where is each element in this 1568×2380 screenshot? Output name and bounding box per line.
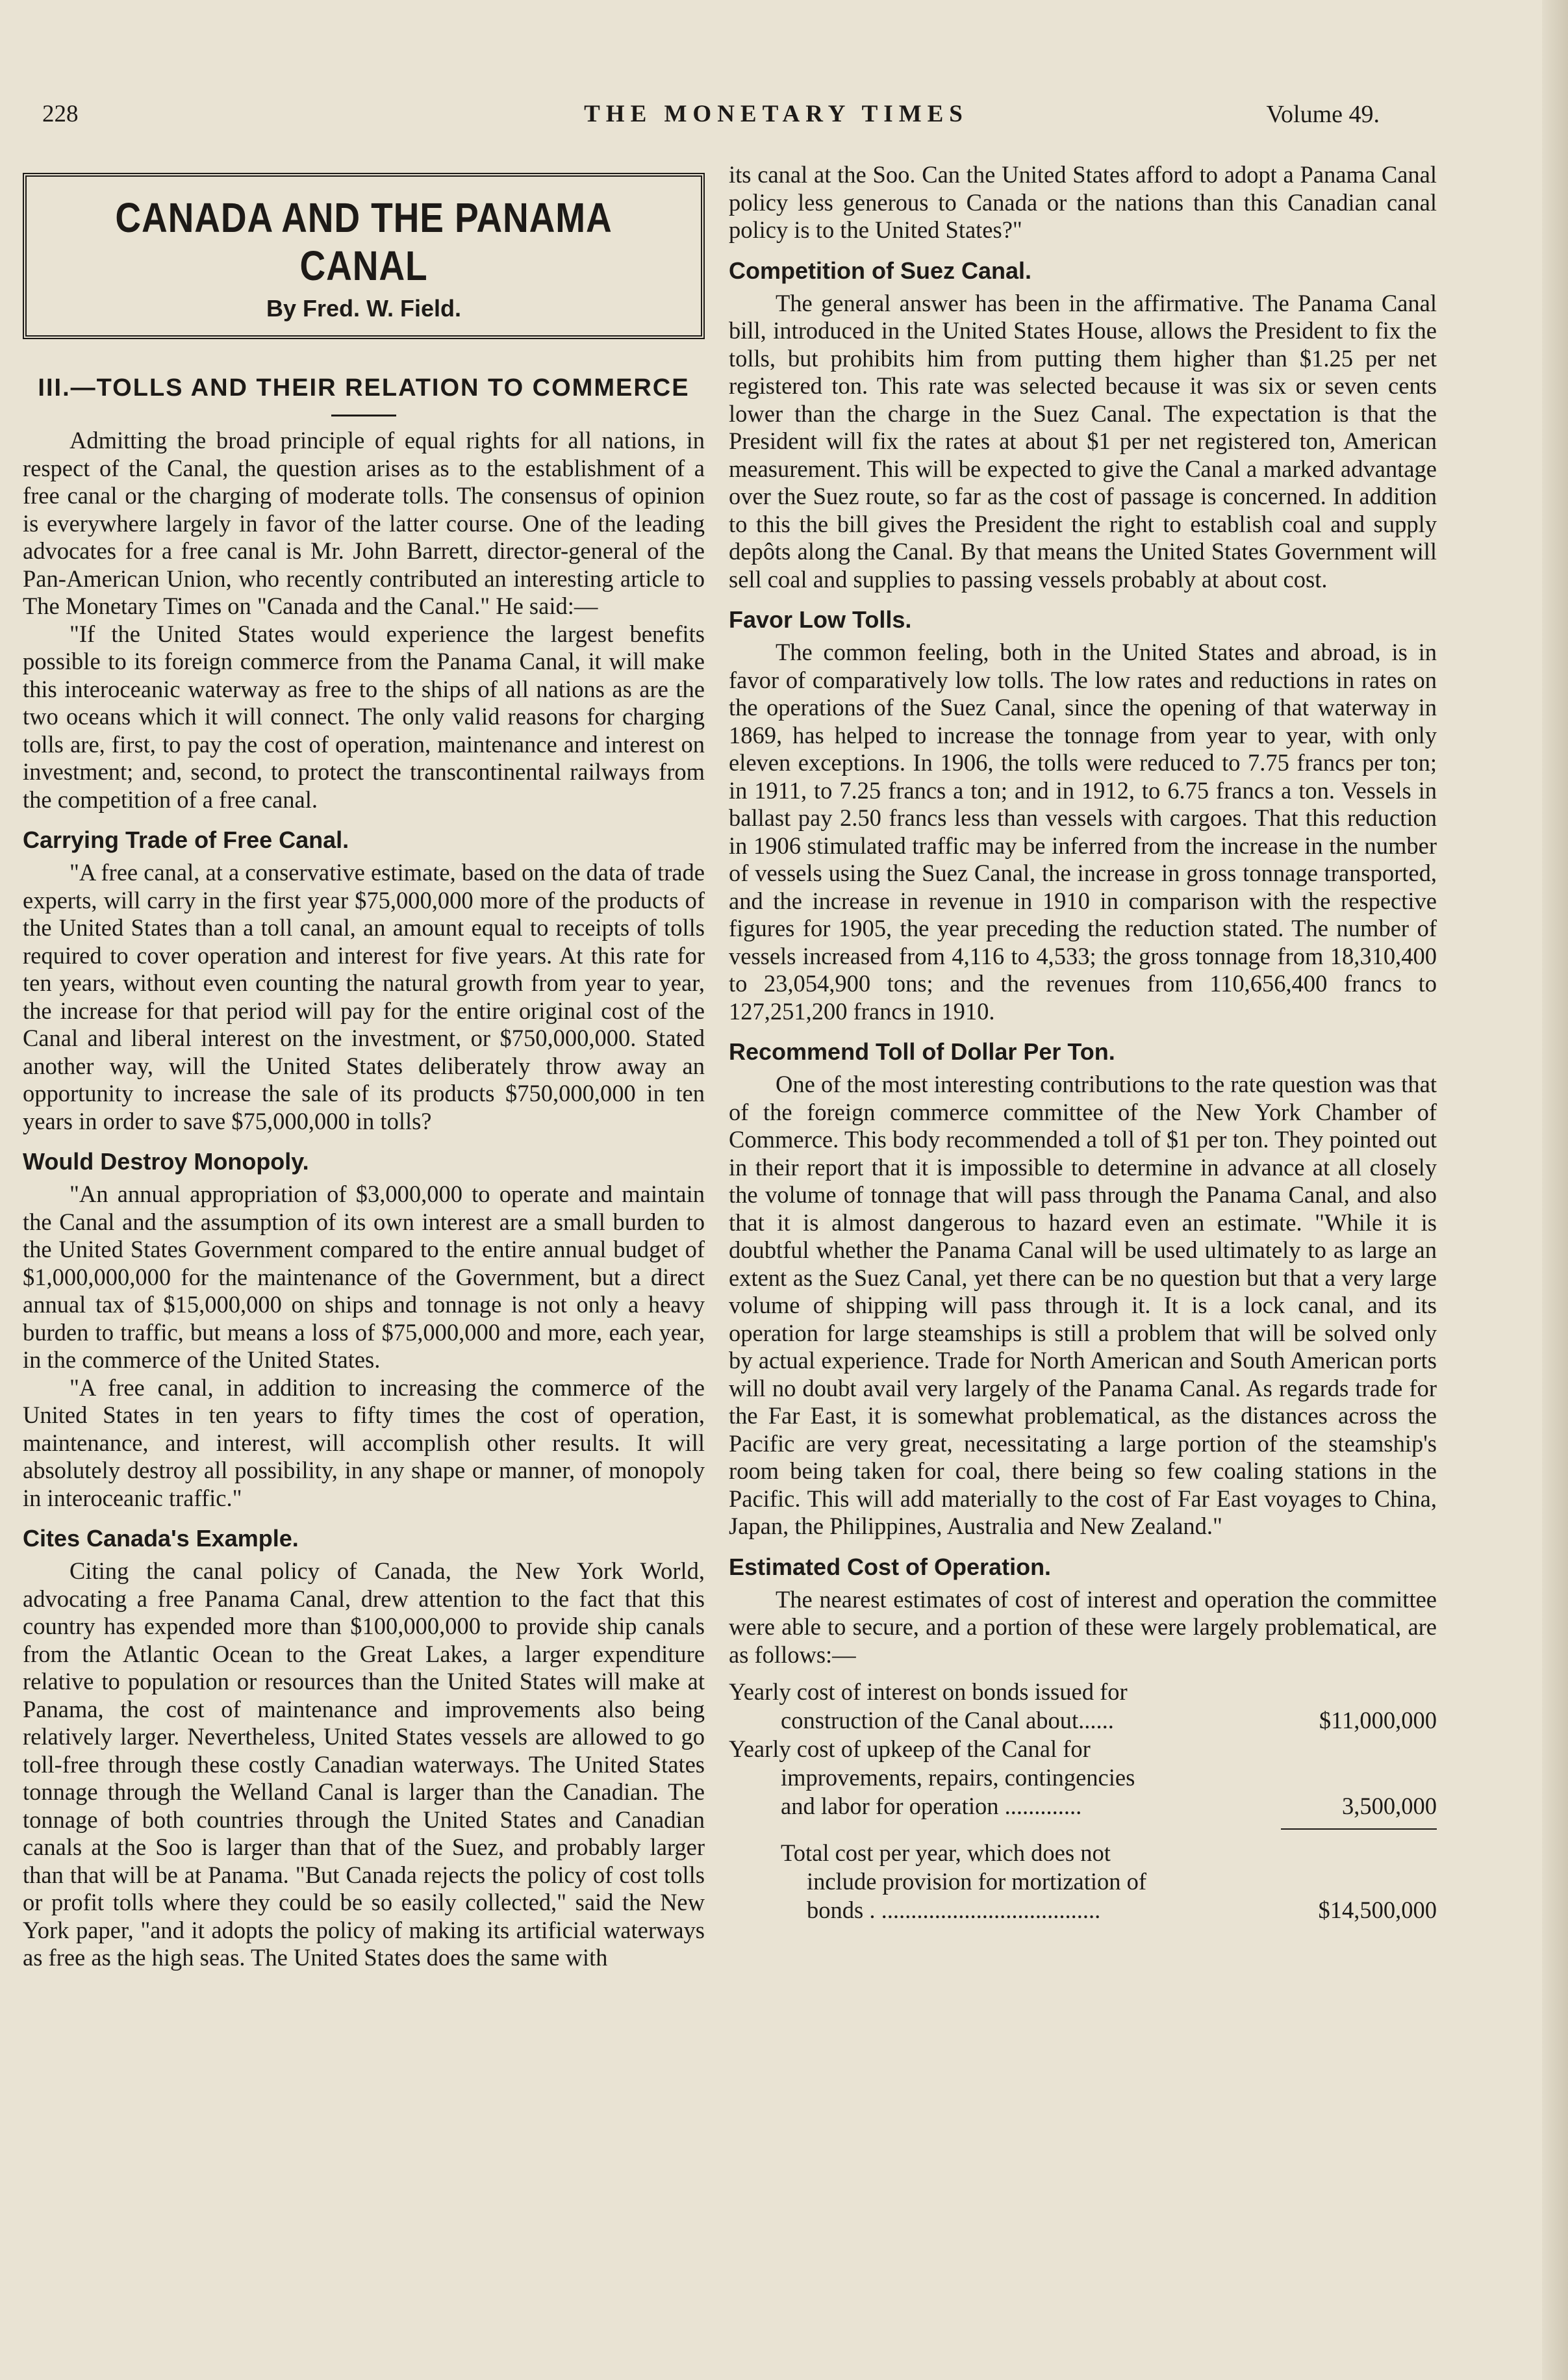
section-title: III.—TOLLS AND THEIR RELATION TO COMMERCE — [38, 374, 690, 402]
cost-line-text: improvements, repairs, contingencies — [781, 1764, 1135, 1791]
subheading: Cites Canada's Example. — [23, 1525, 299, 1552]
subheading: Would Destroy Monopoly. — [23, 1148, 309, 1175]
paragraph: its canal at the Soo. Can the United States afford to adopt a Panama Canal policy less generous to Canada or the nations than this Canadian canal policy is to the United States?" — [729, 161, 1437, 243]
section-rule — [331, 415, 396, 416]
subheading: Estimated Cost of Operation. — [729, 1553, 1052, 1580]
volume-label: Volume 49. — [1266, 101, 1380, 128]
paragraph: "A free canal, in addition to increasing the commerce of the United States in ten years to fifty times the cost of operation, maintenance, and interest, will accomplish other results. It will absolutely destroy all possibility, in any shape or manner, of monopoly in interoceanic traffic." — [23, 1374, 705, 1511]
page-number: 228 — [42, 101, 79, 127]
cost-amount: $11,000,000 — [1319, 1707, 1437, 1734]
article-byline: By Fred. W. Field. — [266, 295, 462, 322]
subheading: Recommend Toll of Dollar Per Ton. — [729, 1038, 1115, 1065]
cost-table — [729, 1678, 1437, 1925]
page-edge — [1542, 0, 1568, 2380]
sum-rule — [1281, 1828, 1437, 1830]
paragraph: The general answer has been in the affirmative. The Panama Canal bill, introduced in the United States House, allows the President to fix the tolls, but prohibits him from putting them higher than $1.25 per net registered ton. This rate was selected because it was six or seven cents lower than the charge in the Suez Canal. The expectation is that the President will fix the rates at about $1 per net registered ton, American measurement. This will be expected to give the Canal a marked advantage over the Suez route, so far as the cost of passage is concerned. In addition to this the bill gives the President the right to establish coal and supply depôts along the Canal. By that means the United States Government will sell coal and supplies to passing vessels probably at about cost. — [729, 289, 1437, 593]
paragraph: One of the most interesting contributions to the rate question was that of the foreign commerce committee of the New York Chamber of Commerce. This body recommended a toll of $1 per ton. They pointed out in their report that it is impossible to determine in advance at all closely the volume of tonnage that will pass through the Panama Canal, and also that it is almost dangerous to hazard even an estimate. "While it is doubtful whether the Panama Canal will be used ultimately to as large an extent as the Suez Canal, yet there can be no question but that a very large volume of shipping will pass through it. It is a lock canal, and its operation for large steamships is still a problem that will be solved only by actual experience. Trade for North American and South American ports will no doubt avail very largely of the Panama Canal. As regards trade for the Far East, it is somewhat problematical, as the distances across the Pacific are very great, necessitating a large portion of the steamship's room being taken for coal, there being so few coaling stations in the Pacific. This will add materially to the cost of Far East voyages to China, Japan, the Philippines, Australia and New Zealand." — [729, 1071, 1437, 1539]
paragraph: Admitting the broad principle of equal rights for all nations, in respect of the Canal, the question arises as to the establishment of a free canal or the charging of moderate tolls. The consensus of opinion is everywhere largely in favor of the latter course. One of the leading advocates for a free canal is Mr. John Barrett, director-general of the Pan-American Union, who recently contributed an interesting article to The Monetary Times on "Canada and the Canal." He said:— — [23, 427, 705, 619]
cost-description — [729, 1839, 1268, 1925]
cost-line-text: Total cost per year, which does not — [781, 1839, 1111, 1866]
subheading: Carrying Trade of Free Canal. — [23, 826, 349, 853]
cost-amount: 3,500,000 — [1342, 1793, 1437, 1819]
paragraph: "An annual appropriation of $3,000,000 to operate and maintain the Canal and the assumption of its own interest are a small burden to the United States Government compared to the entire annual budget of $1,000,000,000 for the maintenance of the Government, but a direct annual tax of $15,000,000 on ships and tonnage is not only a heavy burden to traffic, but means a loss of $75,000,000 and more, each year, in the commerce of the United States. — [23, 1181, 705, 1373]
paragraph: The nearest estimates of cost of interest and operation the committee were able to secure, and a portion of these were largely problematical, are as follows:— — [729, 1585, 1437, 1668]
article-title: CANADA AND THE PANAMA CANAL — [115, 194, 613, 289]
cost-total-amount: $14,500,000 — [1318, 1897, 1437, 1923]
cost-line-text: Yearly cost of interest on bonds issued for — [729, 1678, 1128, 1705]
paragraph: Citing the canal policy of Canada, the New York World, advocating a free Panama Canal, drew attention to the fact that this country has expended more than $100,000,000 to provide ship canals from the Atlantic Ocean to the Great Lakes, a larger expenditure relative to population or resources than the United States will make at Panama, the cost of maintenance and improvements also being relatively larger. Nevertheless, United States vessels are allowed to go toll-free through these costly Canadian waterways. The United States tonnage through the Welland Canal is larger than the Canadian. The tonnage of both countries through the United States and Canadian canals at the Soo is larger than that of the Suez, and probably larger than that will be at Panama. "But Canada rejects the policy of cost tolls or profit tolls where they could be so easily collected," said the New York paper, "and it adopts the policy of making its artificial waterways as free as the high seas. The United States does the same with — [23, 1557, 705, 1971]
article-title-box — [23, 173, 705, 339]
cost-line-text: bonds . ..................................... — [807, 1897, 1101, 1923]
right-column — [729, 161, 1437, 1925]
cost-line-text: and labor for operation ............. — [781, 1793, 1082, 1819]
cost-line-text: Yearly cost of upkeep of the Canal for — [729, 1735, 1091, 1762]
cost-line-text: include provision for mortization of — [807, 1868, 1147, 1895]
publication-title: THE MONETARY TIMES — [584, 101, 968, 127]
left-column — [23, 161, 705, 1972]
paragraph: "A free canal, at a conservative estimate, based on the data of trade experts, will carry in the first year $75,000,000 more of the products of the United States than a toll canal, an amount equal to receipts of tolls required to cover operation and interest for five years. At this rate for ten years, without even counting the natural growth from year to year, the increase for that period will pay for the entire original cost of the Canal and liberal interest on the investment, or $750,000,000. Stated another way, will the United States deliberately throw away an opportunity to increase the sale of its products $750,000,000 in ten years in order to save $75,000,000 in tolls? — [23, 859, 705, 1134]
cost-row — [729, 1678, 1437, 1735]
cost-description — [729, 1678, 1268, 1735]
cost-description — [729, 1735, 1268, 1821]
paragraph: The common feeling, both in the United States and abroad, is in favor of comparatively low tolls. The low rates and reductions in rates on the operations of the Suez Canal, since the opening of that waterway in 1869, has helped to increase the tonnage from year to year, with only eleven exceptions. In 1906, the tolls were reduced to 7.75 francs per ton; in 1911, to 7.25 francs a ton; and in 1912, to 6.75 francs a ton. Vessels in ballast pay 2.50 francs less than vessels with cargoes. That this reduction in 1906 stimulated traffic may be inferred from the increase in the number of vessels using the Suez Canal, the increase in gross tonnage transported, and the increase in revenue in 1910 in comparison with the respective figures for 1905, the year preceding the reduction stated. The number of vessels increased from 4,116 to 4,533; the gross tonnage from 18,310,400 to 23,054,900 tons; and the revenues from 110,656,400 francs to 127,251,200 francs in 1910. — [729, 639, 1437, 1025]
cost-row — [729, 1735, 1437, 1821]
subheading: Competition of Suez Canal. — [729, 257, 1032, 284]
cost-line-text: construction of the Canal about...... — [781, 1707, 1114, 1734]
cost-total-row — [729, 1839, 1437, 1925]
subheading: Favor Low Tolls. — [729, 606, 912, 633]
paragraph: "If the United States would experience the largest benefits possible to its foreign commerce from the Panama Canal, it will make this interoceanic waterway as free to the ships of all nations as are the two oceans which it will connect. The only valid reasons for charging tolls are, first, to pay the cost of operation, maintenance and interest on investment; and, second, to protect the transcontinental railways from the competition of a free canal. — [23, 620, 705, 813]
